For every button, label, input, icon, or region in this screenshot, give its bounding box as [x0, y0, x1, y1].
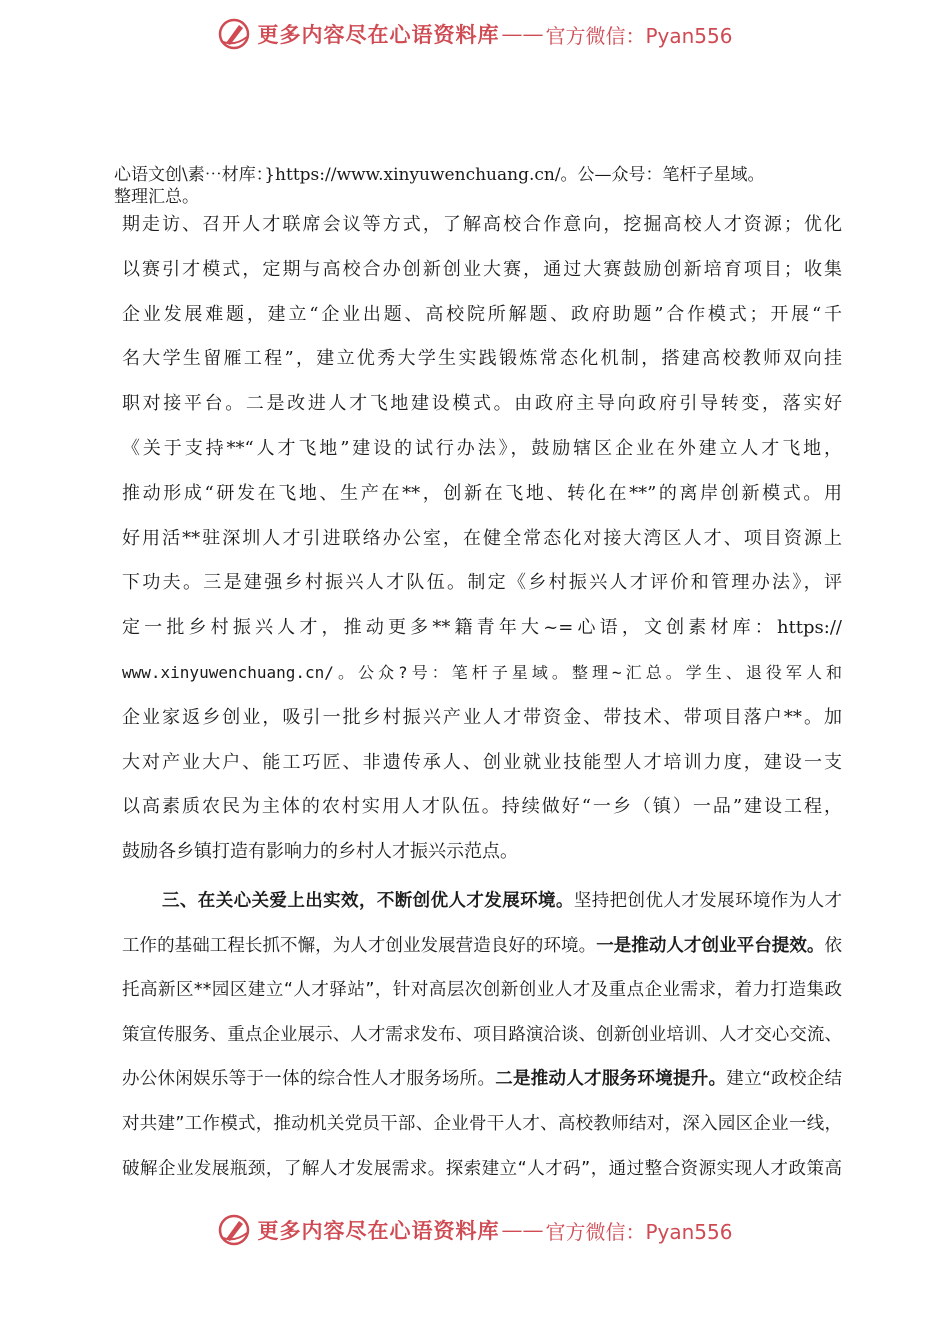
- text-run: 依: [824, 935, 842, 956]
- pen-in-circle-logo-icon: [217, 1213, 251, 1247]
- paragraph-line: 大对产业大户、能工巧匠、非遗传承人、创业就业技能型人才培训力度，建设一支: [122, 751, 842, 773]
- text-run: 办公休闲娱乐等于一体的综合性人才服务场所。: [122, 1069, 496, 1090]
- banner-separator: ——: [501, 1218, 544, 1242]
- banner-separator: ——: [501, 22, 544, 46]
- paragraph-line: [122, 884, 842, 929]
- paragraph-line: 企业发展难题，建立“企业出题、高校院所解题、政府助题”合作模式；开展“千: [122, 303, 842, 325]
- paragraph-line: 期走访、召开人才联席会议等方式，了解高校合作意向，挖掘高校人才资源；优化: [122, 214, 842, 235]
- paragraph-line: 鼓励各乡镇打造有影响力的乡村人才振兴示范点。: [122, 841, 518, 863]
- top-banner: [0, 10, 950, 58]
- banner-text: 更多内容尽在心语资料库: [257, 22, 500, 47]
- paragraph-line: 定一批乡村振兴人才，推动更多**籍青年大~=心语，文创素材库：https://: [122, 617, 842, 639]
- paragraph-line: 推动形成“研发在飞地、生产在**，创新在飞地、转化在**”的离岸创新模式。用: [122, 482, 842, 504]
- text-run: 工作的基础工程长抓不懈，为人才创业发展营造良好的环境。: [122, 935, 597, 956]
- banner-text: 更多内容尽在心语资料库: [257, 1218, 500, 1243]
- section-heading: 三、在关心关爱上出实效，不断创优人才发展环境。: [162, 891, 574, 911]
- bottom-banner: [0, 1206, 950, 1254]
- paragraph-line: 破解企业发展瓶颈，了解人才发展需求。探索建立“人才码”，通过整合资源实现人才政策高: [122, 1158, 842, 1179]
- paragraph-talent-environment: [122, 884, 842, 1196]
- paragraph-line: 《关于支持**“人才飞地”建设的试行办法》，鼓励辖区企业在外建立人才飞地，: [122, 437, 842, 459]
- paragraph-line: [122, 1062, 842, 1107]
- paragraph-line: [122, 929, 842, 974]
- paragraph-line: 下功夫。三是建强乡村振兴人才队伍。制定《乡村振兴人才评价和管理办法》，评: [122, 572, 842, 594]
- paragraph-line: 好用活**驻深圳人才引进联络办公室，在健全常态化对接大湾区人才、项目资源上: [122, 527, 842, 549]
- paragraph-line: 名大学生留雁工程”，建立优秀大学生实践锻炼常态化机制，搭建高校教师双向挂: [122, 348, 842, 370]
- paragraph-line: 托高新区**园区建立“人才驿站”，针对高层次创新创业人才及重点企业需求，着力打造集政: [122, 980, 842, 1001]
- paragraph-line: 以赛引才模式，定期与高校合办创新创业大赛，通过大赛鼓励创新培育项目；收集: [122, 258, 842, 280]
- bold-point-1: 一是推动人才创业平台提效。: [596, 935, 825, 956]
- source-line-2: 整理汇总。: [114, 187, 199, 207]
- pen-in-circle-logo-icon: [217, 17, 251, 51]
- paragraph-line: 职对接平台。二是改进人才飞地建设模式。由政府主导向政府引导转变，落实好: [122, 393, 842, 415]
- paragraph-line: 对共建”工作模式，推动机关党员干部、企业骨干人才、高校教师结对，深入园区企业一线，: [122, 1113, 842, 1134]
- source-line-1: 心语文创\素⋯材库：}https://www.xinyuwenchuang.cn/。公—众号：笔杆子星域。: [114, 165, 765, 185]
- paragraph-line: 策宣传服务、重点企业展示、人才需求发布、项目路演洽谈、创新创业培训、人才交心交流、: [122, 1024, 842, 1045]
- banner-wechat: 官方微信：Pyan556: [545, 23, 733, 48]
- text-run: 坚持把创优人才发展环境作为人才: [573, 891, 843, 911]
- text-run: 建立“政校企结: [726, 1069, 843, 1090]
- paragraph-line: www.xinyuwenchuang.cn/。公众?号：笔杆子星域。整理~汇总。学生、退役军人和: [122, 662, 842, 682]
- paragraph-line: 以高素质农民为主体的农村实用人才队伍。持续做好“一乡（镇）一品”建设工程，: [122, 796, 842, 818]
- banner-wechat: 官方微信：Pyan556: [545, 1219, 733, 1244]
- paragraph-talent-enclave: [122, 208, 842, 880]
- paragraph-line: 企业家返乡创业，吸引一批乡村振兴产业人才带资金、带技术、带项目落户**。加: [122, 706, 842, 728]
- bold-point-2: 二是推动人才服务环境提升。: [495, 1069, 727, 1090]
